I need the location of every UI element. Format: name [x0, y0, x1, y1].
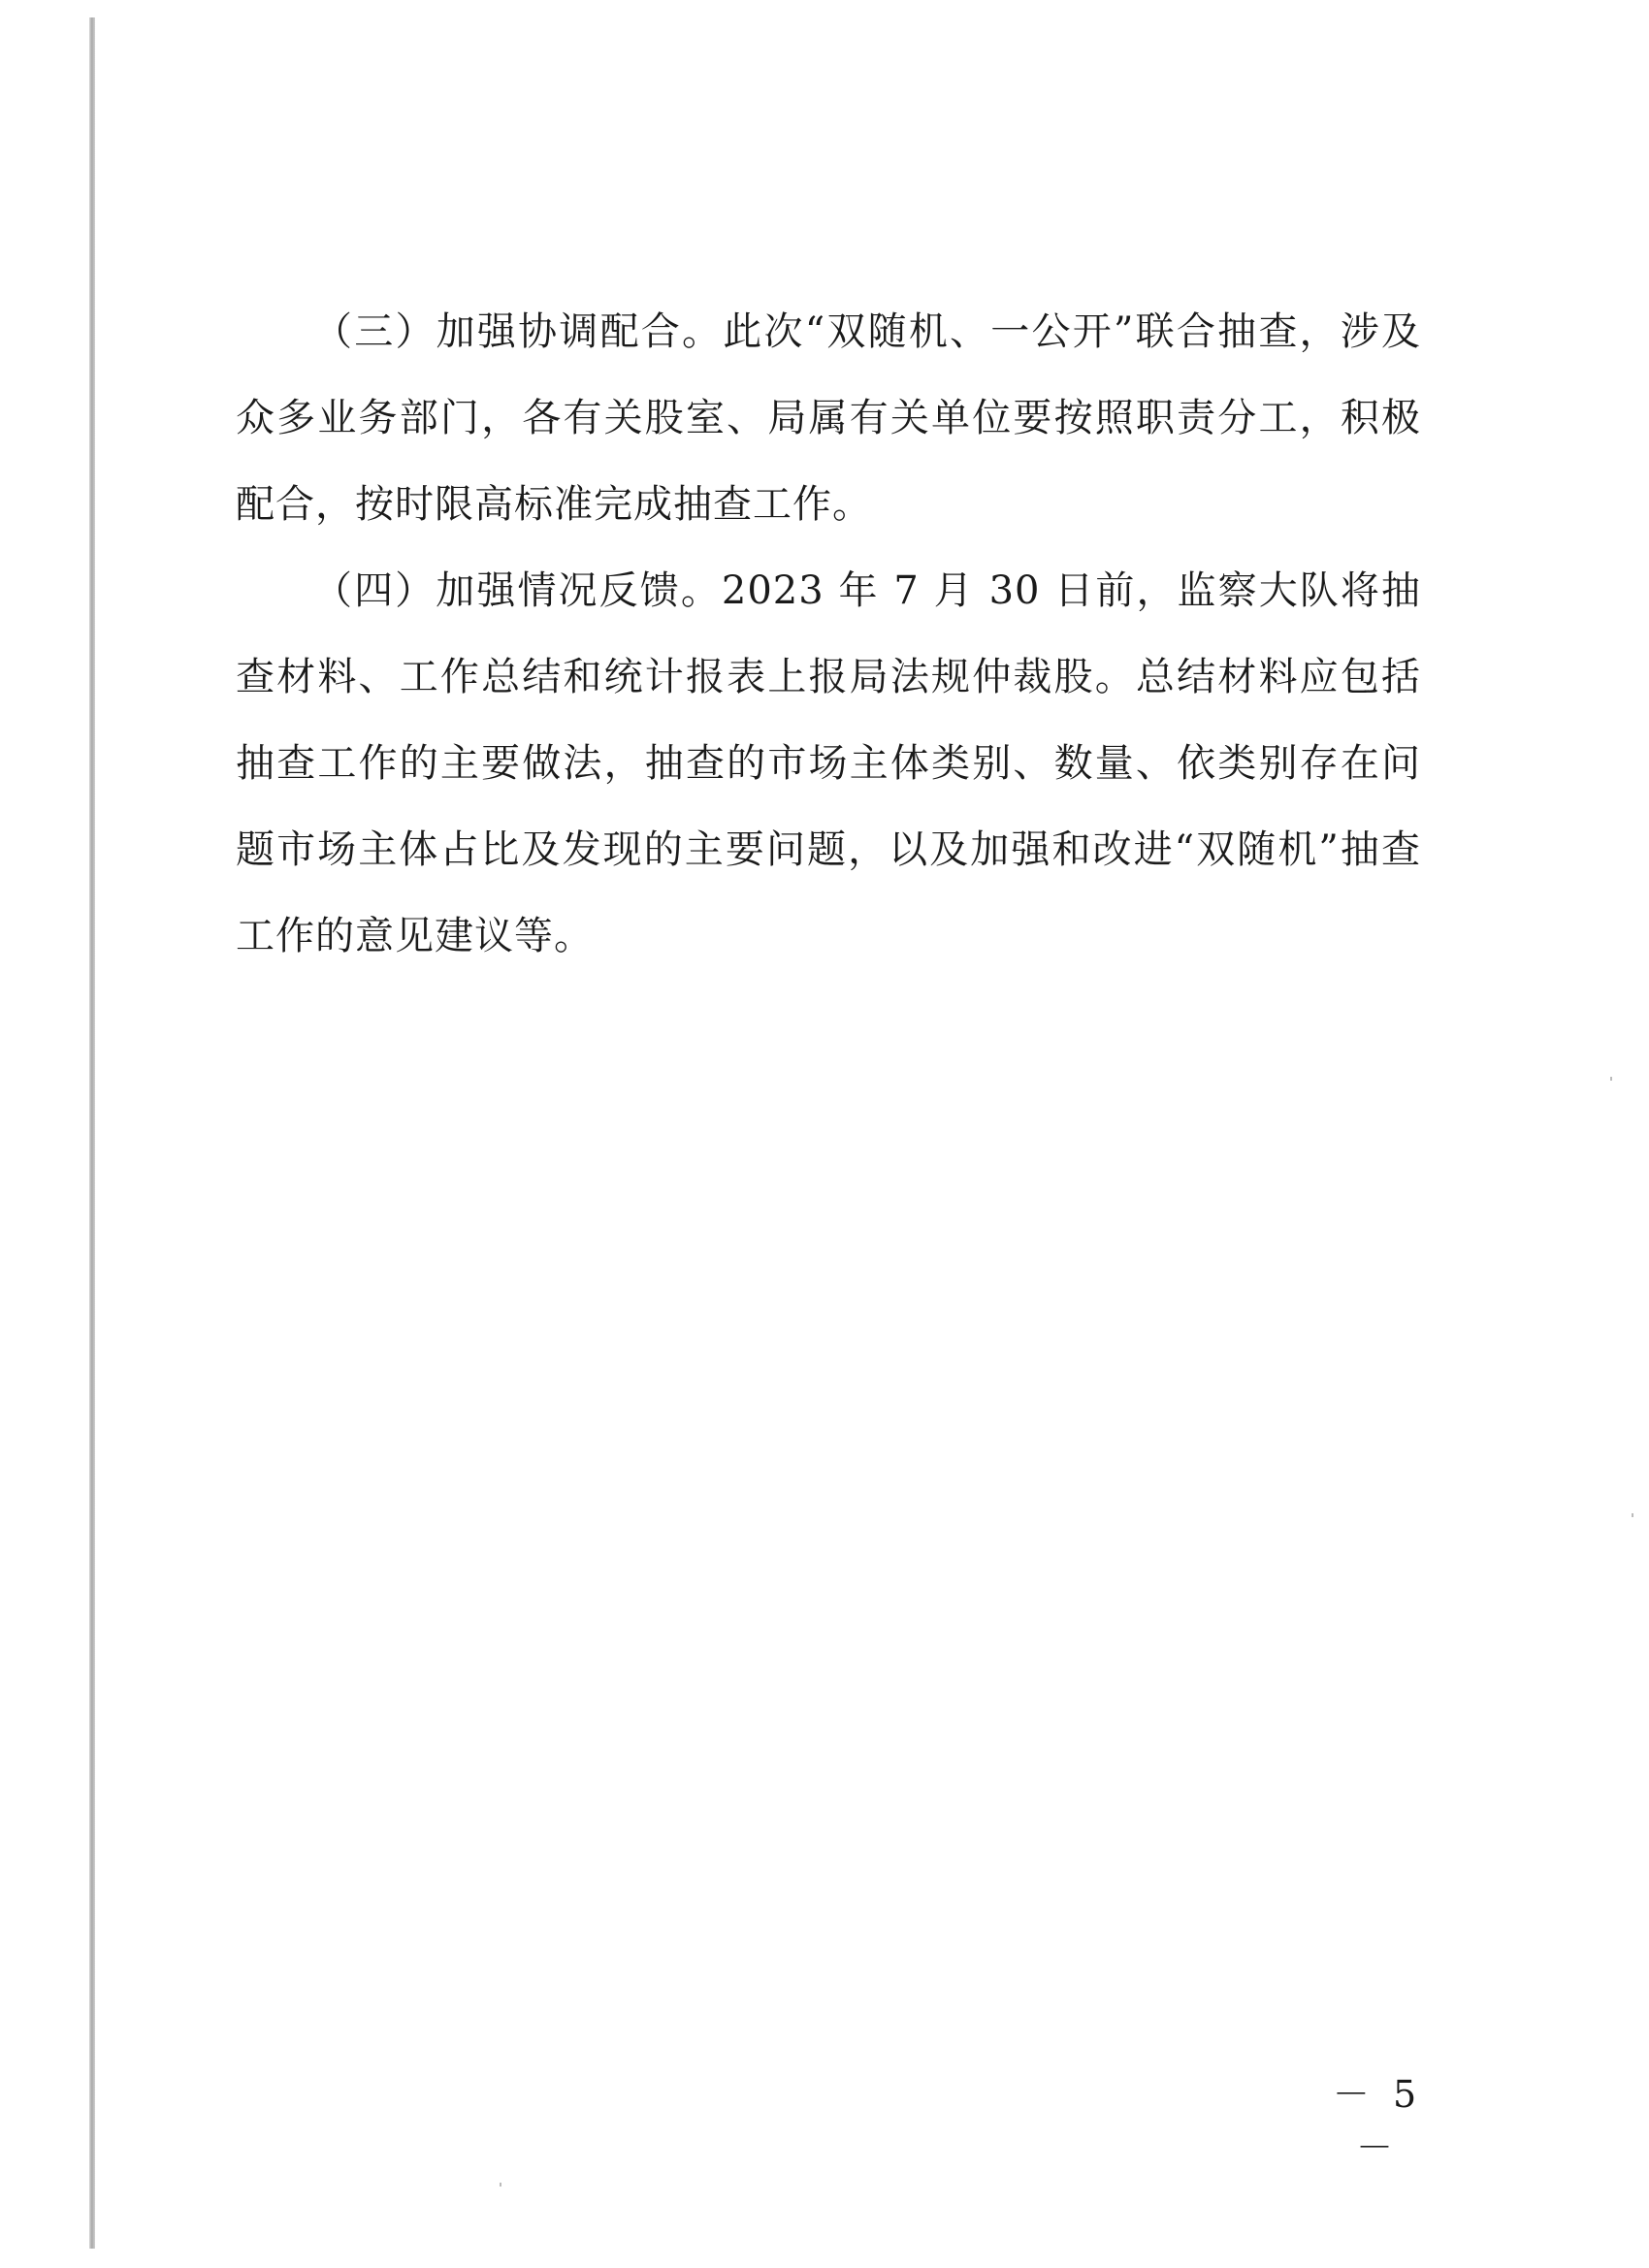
scan-speck — [1632, 1513, 1633, 1517]
scan-edge-line — [89, 17, 95, 2249]
paragraph-feedback: （四）加强情况反馈。2023 年 7 月 30 日前，监察大队将抽查材料、工作总结和统计报表上报局法规仲裁股。总结材料应包括抽查工作的主要做法，抽查的市场主体类别、数量、依类别存在问题市场主体占比及发现的主要问题，以及加强和改进“双随机”抽查工作的意见建议等。 — [236, 568, 1421, 958]
scan-speck — [1610, 1077, 1612, 1081]
paragraph-coordination: （三）加强协调配合。此次“双随机、一公开”联合抽查，涉及众多业务部门，各有关股室、局属有关单位要按照职责分工，积极配合，按时限高标准完成抽查工作。 — [236, 309, 1421, 527]
document-body — [236, 289, 1421, 980]
page-number: － 5 － — [1332, 2073, 1423, 2169]
scan-speck — [500, 2183, 501, 2187]
